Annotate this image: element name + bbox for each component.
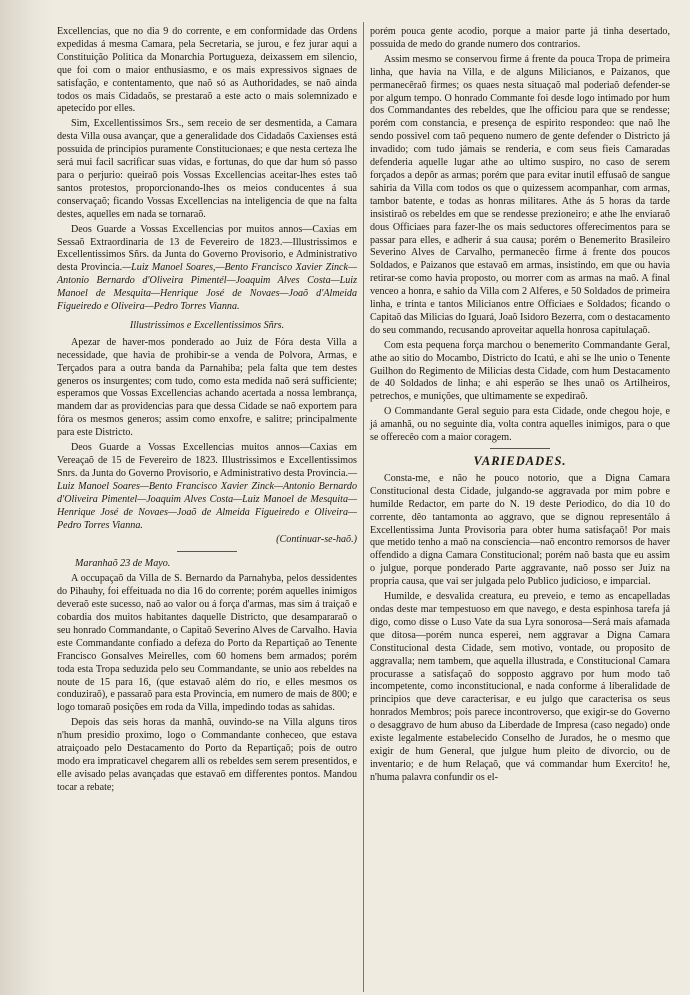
right-column bbox=[370, 26, 670, 787]
paragraph: Consta-me, e não he pouco notorio, que a Digna Camara Constitucional desta Cidade, julgando-se aggravada por mim pobre e humilde Redactor, em parte do N. 19 deste Periodico, do dia 10 do corrente, dêo tantamonta ao aggravo, que se dignou representálo á Excellentissima Junta Provisoria para obter huma satisfaçaõ! Por mais que metido tenho a maõ na consciencia—naõ encontro remorsos de haver offendido a digna Camara Constitucional; porém naõ basta que eu assim o julgue, porque ponderado Parte aggravante, naõ posso ser Juiz na propria causa, que vai ser julgada pelo Publico judicioso, e imparcial. bbox=[370, 472, 670, 588]
letter-salutation: Illustrissimos e Excellentissimos Sñrs. bbox=[129, 319, 285, 331]
dateline: Maranhaõ 23 de Mayo. bbox=[75, 558, 171, 570]
closing-text: Deos Guarde a Vossas Excellencias por muitos annos—Caxias em Sessaõ Extraordinaria de 13 de Fevereiro de 1823.—Illustrissimos e Excellentissimos Sñrs. da Junta do Governo Provisorio, e Administrativo desta Provincia. bbox=[57, 223, 357, 274]
divider bbox=[177, 551, 237, 552]
paragraph: Assim mesmo se conservou firme á frente da pouca Tropa de primeira linha, que havia na Villa, e de alguns Milicianos, e Paizanos, que permanecêraõ firmes; os quaes nesta situaçaõ mal poderiaõ defender-se por algum tempo. O honrado Commante foi desde logo intimado por hum dos Commandantes des rebeldes, que lhe officiou para que se rendesse; porém com constancia, e presença de espirito respondeo: que naõ lhe sendo possivel com taõ pequeno numero de gente defender o Districto já invadido; com tudo jámais se renderia, e com seus fieis Camaradas defenderia aquelle lugar athe ao ultimo suspiro, no caso de serem forçados a depôr as armas; porém que para evitar inutil effusaõ de sangue sahiria da Villa com todos os que o quizessem acompanhar, com armas, tambor batente, e todas as honras militares. Athe ás 5 horas da tarde insistiraõ os rebeldes em que se rendesse prezioneiro; e athe lhe enviaraõ dous Officiaes para fazer-lhe os mais seductores offerecimentos para se passar para elles, e adherir á sua causa; porém o Benemerito Brasileiro Severino Alves de Carvalho, permanecêo firme á frente dos poucos Soldados, e Paizanos que estavaõ em armas, insistindo, em que ou havia retirar-se como havia proposto, ou morrer com as armas na maõ. A final venceo a honra, e sahio da Villa com 2 Alferes, e 50 Soldados de primeira linha, e trinta e tantos Milicianos entre Officiaes e Soldados; ficando o Capitaõ das Milicias do Iguará, Joaõ Isidoro Bezerra, com o destacamento do seu commando, recusando aproveitar aquella honrosa capitulaçaõ. bbox=[370, 53, 670, 336]
paragraph: Depois das seis horas da manhã, ouvindo-se na Villa alguns tiros n'hum presidio proximo, logo o Commandante conheceo, que estava atraiçoado pelo Destacamento do Porto da Repartiçaõ; pois de outro modo era impraticavel chegarem alli os rebeldes sem serem presentidos, e elle avisado pelas avançadas que estavaõ em differentes pontos. Mandou tocar a rebate; bbox=[57, 717, 357, 793]
signatures: —Luiz Manoel Soares,—Bento Francisco Xavier Zinck—Antonio Bernardo d'Oliveira Pimentél—Joaquim Alves Costa—Luiz Manoel de Mesquita—Henrique José de Novaes—Joaõ d'Almeida Figueiredo e Oliveira—Pedro Torres Vianna. bbox=[57, 262, 357, 313]
signatures: —Luiz Manoel Soares—Bento Francisco Xavier Zinck—Antonio Bernardo d'Oliveira Pimentel—Joaquim Alves Costa—Luiz Manoel de Mesquita—Henrique José de Novaes—Joaõ de Almeida Figueiredo e Oliveira—Pedro Torres Vianna. bbox=[57, 467, 357, 531]
section-title: VARIEDADES. bbox=[473, 454, 567, 468]
divider bbox=[490, 448, 550, 449]
page-edge-shadow bbox=[0, 0, 54, 995]
paragraph: Excellencias, que no dia 9 do corrente, e em conformidade das Ordens expedidas á mesma Camara, pela Secretaria, se jurou, e fez jurar aqui a Constituição Politica da Monarchia Portugueza, deixassem em silencio, que foi com o maior enthusiasmo, e os mais expressivos signaes de satisfação, e contentamento, que naõ só as Authoridades, se naõ ainda todos os mais Cidadaõs, se prestaraõ a este acto o mais solemnizado e apetecido por elles. bbox=[57, 26, 357, 115]
continuation-note: (Continuar-se-haõ.) bbox=[276, 534, 357, 546]
column-rule bbox=[363, 22, 364, 992]
paragraph: Com esta pequena força marchou o benemerito Commandante Geral, athe ao sitio do Mocambo, Districto do Icatú, e ahi se lhe unio o Tenente Guilhon do Regimento de Milicias desta Cidade, com hum Destacamento de 40 Soldados de linha; e ahi esperão se lhes unaõ os Artilheiros, petrechos, e munições, que ultimamente se expediraõ. bbox=[370, 339, 670, 403]
paragraph bbox=[57, 442, 357, 532]
left-column bbox=[57, 26, 357, 797]
paragraph: O Commandante Geral seguio para esta Cidade, onde chegou hoje, e já amanhã, ou no seguinte dia, volta contra aquelles inimigos, para o que se offerecêo com a maior coragem. bbox=[370, 406, 670, 444]
paragraph: A occupaçaõ da Villa de S. Bernardo da Parnahyba, pelos dessidentes do Pihauhy, foi effeituada no dia 16 do corrente; porém aquelles inimigos deveraõ este sucesso, naõ ao valor ou á força d'armas, mas sim á traiçaõ e cobardia dos muitos habitantes daquelle Districto, que desampararaõ o seu honrado Commandante, o Capitaõ Severino Alves de Carvalho. Havia este Commandante confiado a defeza do Porto da Repartiçaõ ao Tenente Francisco Gonsalves Meirelles, com 60 homens bem armados; porém toda esta Tropa seduzida pelo seu Commandante, se unio aos rebeldes na noute de 15 para 16, (que estavaõ além do rio, e elles mesmos os conduziraõ), e passaraõ para esta Provincia, em numero de mais de 800; e logo tomaraõ posições em roda da Villa, impedindo todas as sahidas. bbox=[57, 573, 357, 714]
paragraph: Apezar de haver-mos ponderado ao Juiz de Fóra desta Villa a necessidade, que havia de prohibir-se a venda de Polvora, Armas, e Terçados para a outra banda da Parnahiba; pela falta que tem destes generos os insurgentes; com tudo, como esta medida naõ será sufficiente; esperamos que Vossas Excellencias achando acertada a nossa lembrança, mandem dar as providencias para que dessa Cidade se naõ exportem para fóra os mesmos generos; assim como enxofre, e salitre; principalmente para este Districto. bbox=[57, 336, 357, 439]
paragraph bbox=[57, 224, 357, 314]
paragraph: Sim, Excellentissimos Srs., sem receio de ser desmentida, a Camara desta Villa ousa avançar, que a generalidade dos Cidadaõs Caxienses está possuida de principios puramente Constitucionaes; e que nesta certeza lhe será mui facil sacrificar suas vidas, e fortunas, do que dar hum só passo para o perjurio: queiraõ pois Vossas Excellencias aceitar-lhes estes taõ santos protestos, proporcionando-lhes os meios conducentes á sua conservaçaõ; ficando Vossas Excellencias na inteligencia de que na falta destes, aquelles em nada se tornaraõ. bbox=[57, 118, 357, 220]
paragraph: Humilde, e desvalida creatura, eu preveio, e temo as encapelladas ondas deste mar tempestuoso em que navego, e desta espinhosa tarefa já digo, como disse o Luso Vate da sua Lyra sonorosa—Será mais afamada que ditosa—porém nunca esperei, nem aggravar a Digna Camara Constitucional desta Cidade, sem motivo, vontade, ou proposito de aggravalla; nem tambem, que aquella illustrada, e Constitucional Camara procurasse a satisfaçaõ do sopposto aggravo por hum modo taõ incompetente, como inconstitucional, e nada conforme á liberalidade de principios que deve caracterisar, e eu julgo que caracterisa os seus honrados Membros; pois parece incontroverso, que exigir-se do Governo o desaggravo de hum abuso da Liberdade de Impresa (caso negado) onde existe legalmente estabelecido Conselho de Jurados, he o mesmo que exigir de hum General, que julgue hum pleito de divorcio, ou de inventario; e de hum Relaçaõ, que vá commandar hum Exercito! he, n'huma palavra confundir os el- bbox=[370, 591, 670, 783]
closing-text: Deos Guarde a Vossas Excellencias muitos annos—Caxias em Vereaçaõ de 15 de Fevereiro de 1823. Illustrissimos e Excellentissimos Snrs. da Junta do Governo Provisorio, e Administrativo desta Provincia. bbox=[57, 442, 357, 479]
paragraph: porém pouca gente acodio, porque a maior parte já tinha desertado, possuida de medo do grande numero dos contrarios. bbox=[370, 26, 670, 50]
